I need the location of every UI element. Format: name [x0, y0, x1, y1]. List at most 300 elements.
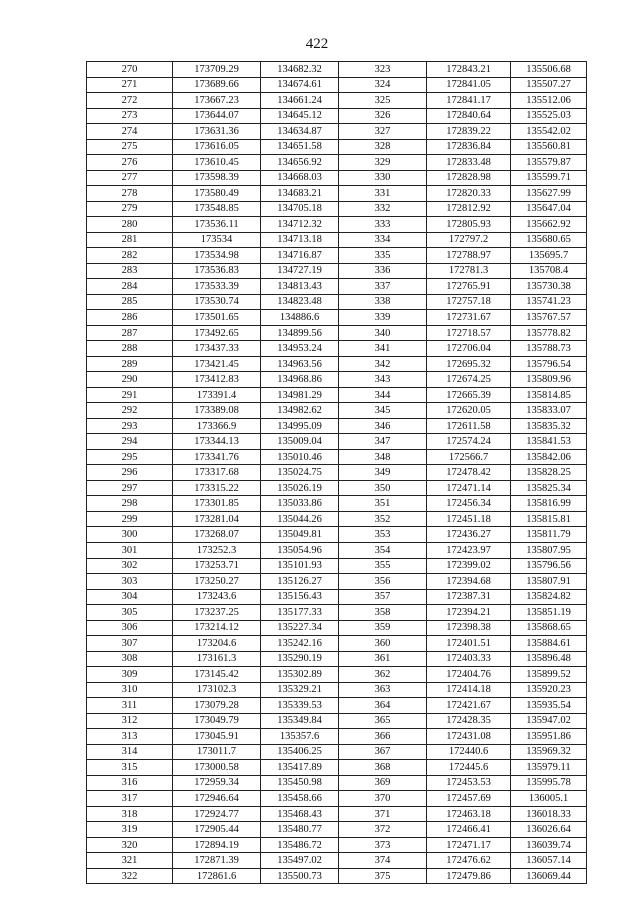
y-coordinate-cell: 134712.32 — [261, 217, 339, 233]
table-row — [87, 822, 587, 838]
y-coordinate-cell: 135811.79 — [511, 527, 587, 543]
point-number-cell: 312 — [87, 713, 173, 729]
table-row — [87, 93, 587, 109]
y-coordinate-cell: 135049.81 — [261, 527, 339, 543]
y-coordinate-cell: 135809.96 — [511, 372, 587, 388]
y-coordinate-cell: 135450.98 — [261, 775, 339, 791]
x-coordinate-cell: 173301.85 — [173, 496, 261, 512]
x-coordinate-cell: 173011.7 — [173, 744, 261, 760]
y-coordinate-cell: 136026.64 — [511, 822, 587, 838]
y-coordinate-cell: 135708.4 — [511, 263, 587, 279]
point-number-cell: 279 — [87, 201, 173, 217]
x-coordinate-cell: 173344.13 — [173, 434, 261, 450]
y-coordinate-cell: 135290.19 — [261, 651, 339, 667]
x-coordinate-cell: 173237.25 — [173, 605, 261, 621]
point-number-cell: 275 — [87, 139, 173, 155]
x-coordinate-cell: 172665.39 — [427, 387, 511, 403]
x-coordinate-cell: 172387.31 — [427, 589, 511, 605]
x-coordinate-cell: 173667.23 — [173, 93, 261, 109]
point-number-cell: 333 — [339, 217, 427, 233]
point-number-cell: 336 — [339, 263, 427, 279]
point-number-cell: 345 — [339, 403, 427, 419]
point-number-cell: 363 — [339, 682, 427, 698]
x-coordinate-cell: 173281.04 — [173, 511, 261, 527]
point-number-cell: 349 — [339, 465, 427, 481]
x-coordinate-cell: 172695.32 — [427, 356, 511, 372]
y-coordinate-cell: 134705.18 — [261, 201, 339, 217]
x-coordinate-cell: 173250.27 — [173, 574, 261, 590]
x-coordinate-cell: 172894.19 — [173, 837, 261, 853]
table-row — [87, 403, 587, 419]
table-row — [87, 62, 587, 78]
y-coordinate-cell: 136069.44 — [511, 868, 587, 884]
point-number-cell: 326 — [339, 108, 427, 124]
coordinates-table — [86, 61, 587, 884]
x-coordinate-cell: 172566.7 — [427, 449, 511, 465]
y-coordinate-cell: 135458.66 — [261, 791, 339, 807]
y-coordinate-cell: 135995.78 — [511, 775, 587, 791]
x-coordinate-cell: 173709.29 — [173, 62, 261, 78]
x-coordinate-cell: 172414.18 — [427, 682, 511, 698]
table-row — [87, 744, 587, 760]
x-coordinate-cell: 173530.74 — [173, 294, 261, 310]
x-coordinate-cell: 173243.6 — [173, 589, 261, 605]
x-coordinate-cell: 172731.67 — [427, 310, 511, 326]
x-coordinate-cell: 173631.36 — [173, 124, 261, 140]
y-coordinate-cell: 135497.02 — [261, 853, 339, 869]
x-coordinate-cell: 173412.83 — [173, 372, 261, 388]
point-number-cell: 304 — [87, 589, 173, 605]
point-number-cell: 271 — [87, 77, 173, 93]
point-number-cell: 324 — [339, 77, 427, 93]
table-row — [87, 449, 587, 465]
x-coordinate-cell: 172466.41 — [427, 822, 511, 838]
y-coordinate-cell: 135026.19 — [261, 480, 339, 496]
x-coordinate-cell: 173536.11 — [173, 217, 261, 233]
point-number-cell: 317 — [87, 791, 173, 807]
x-coordinate-cell: 173616.05 — [173, 139, 261, 155]
x-coordinate-cell: 173317.68 — [173, 465, 261, 481]
y-coordinate-cell: 135833.07 — [511, 403, 587, 419]
y-coordinate-cell: 135044.26 — [261, 511, 339, 527]
point-number-cell: 311 — [87, 698, 173, 714]
point-number-cell: 308 — [87, 651, 173, 667]
x-coordinate-cell: 172905.44 — [173, 822, 261, 838]
table-row — [87, 139, 587, 155]
table-row — [87, 527, 587, 543]
x-coordinate-cell: 173045.91 — [173, 729, 261, 745]
y-coordinate-cell: 136018.33 — [511, 806, 587, 822]
y-coordinate-cell: 136039.74 — [511, 837, 587, 853]
y-coordinate-cell: 134995.09 — [261, 418, 339, 434]
y-coordinate-cell: 135542.02 — [511, 124, 587, 140]
table-row — [87, 775, 587, 791]
y-coordinate-cell: 135177.33 — [261, 605, 339, 621]
x-coordinate-cell: 173389.08 — [173, 403, 261, 419]
y-coordinate-cell: 135417.89 — [261, 760, 339, 776]
point-number-cell: 352 — [339, 511, 427, 527]
y-coordinate-cell: 135884.61 — [511, 636, 587, 652]
table-row — [87, 248, 587, 264]
point-number-cell: 328 — [339, 139, 427, 155]
x-coordinate-cell: 173204.6 — [173, 636, 261, 652]
y-coordinate-cell: 134656.92 — [261, 155, 339, 171]
x-coordinate-cell: 173268.07 — [173, 527, 261, 543]
x-coordinate-cell: 173341.76 — [173, 449, 261, 465]
point-number-cell: 297 — [87, 480, 173, 496]
y-coordinate-cell: 134981.29 — [261, 387, 339, 403]
x-coordinate-cell: 173049.79 — [173, 713, 261, 729]
y-coordinate-cell: 135730.38 — [511, 279, 587, 295]
point-number-cell: 318 — [87, 806, 173, 822]
y-coordinate-cell: 135816.99 — [511, 496, 587, 512]
table-row — [87, 698, 587, 714]
y-coordinate-cell: 134823.48 — [261, 294, 339, 310]
point-number-cell: 331 — [339, 186, 427, 202]
point-number-cell: 296 — [87, 465, 173, 481]
point-number-cell: 355 — [339, 558, 427, 574]
point-number-cell: 329 — [339, 155, 427, 171]
x-coordinate-cell: 172843.21 — [427, 62, 511, 78]
point-number-cell: 270 — [87, 62, 173, 78]
point-number-cell: 340 — [339, 325, 427, 341]
x-coordinate-cell: 172404.76 — [427, 667, 511, 683]
point-number-cell: 365 — [339, 713, 427, 729]
point-number-cell: 362 — [339, 667, 427, 683]
y-coordinate-cell: 135560.81 — [511, 139, 587, 155]
y-coordinate-cell: 135662.92 — [511, 217, 587, 233]
point-number-cell: 346 — [339, 418, 427, 434]
y-coordinate-cell: 135842.06 — [511, 449, 587, 465]
x-coordinate-cell: 173437.33 — [173, 341, 261, 357]
point-number-cell: 372 — [339, 822, 427, 838]
y-coordinate-cell: 135951.86 — [511, 729, 587, 745]
x-coordinate-cell: 173252.3 — [173, 542, 261, 558]
x-coordinate-cell: 172471.14 — [427, 480, 511, 496]
x-coordinate-cell: 172401.51 — [427, 636, 511, 652]
point-number-cell: 367 — [339, 744, 427, 760]
x-coordinate-cell: 172812.92 — [427, 201, 511, 217]
point-number-cell: 334 — [339, 232, 427, 248]
point-number-cell: 375 — [339, 868, 427, 884]
y-coordinate-cell: 135695.7 — [511, 248, 587, 264]
point-number-cell: 359 — [339, 620, 427, 636]
y-coordinate-cell: 135778.82 — [511, 325, 587, 341]
y-coordinate-cell: 135741.23 — [511, 294, 587, 310]
point-number-cell: 277 — [87, 170, 173, 186]
x-coordinate-cell: 173145.42 — [173, 667, 261, 683]
x-coordinate-cell: 173000.58 — [173, 760, 261, 776]
x-coordinate-cell: 172399.02 — [427, 558, 511, 574]
x-coordinate-cell: 172805.93 — [427, 217, 511, 233]
x-coordinate-cell: 173548.85 — [173, 201, 261, 217]
x-coordinate-cell: 173492.65 — [173, 325, 261, 341]
point-number-cell: 303 — [87, 574, 173, 590]
point-number-cell: 351 — [339, 496, 427, 512]
point-number-cell: 323 — [339, 62, 427, 78]
x-coordinate-cell: 172788.97 — [427, 248, 511, 264]
y-coordinate-cell: 134683.21 — [261, 186, 339, 202]
x-coordinate-cell: 172436.27 — [427, 527, 511, 543]
point-number-cell: 330 — [339, 170, 427, 186]
point-number-cell: 342 — [339, 356, 427, 372]
y-coordinate-cell: 135406.25 — [261, 744, 339, 760]
x-coordinate-cell: 172840.64 — [427, 108, 511, 124]
table-row — [87, 263, 587, 279]
table-row — [87, 294, 587, 310]
x-coordinate-cell: 173501.65 — [173, 310, 261, 326]
x-coordinate-cell: 172718.57 — [427, 325, 511, 341]
x-coordinate-cell: 172403.33 — [427, 651, 511, 667]
x-coordinate-cell: 172394.68 — [427, 574, 511, 590]
point-number-cell: 285 — [87, 294, 173, 310]
y-coordinate-cell: 135227.34 — [261, 620, 339, 636]
x-coordinate-cell: 172836.84 — [427, 139, 511, 155]
table-row — [87, 620, 587, 636]
y-coordinate-cell: 135054.96 — [261, 542, 339, 558]
y-coordinate-cell: 135767.57 — [511, 310, 587, 326]
y-coordinate-cell: 134651.58 — [261, 139, 339, 155]
x-coordinate-cell: 173536.83 — [173, 263, 261, 279]
table-row — [87, 465, 587, 481]
x-coordinate-cell: 173533.39 — [173, 279, 261, 295]
x-coordinate-cell: 172428.35 — [427, 713, 511, 729]
y-coordinate-cell: 134716.87 — [261, 248, 339, 264]
x-coordinate-cell: 172478.42 — [427, 465, 511, 481]
x-coordinate-cell: 172463.18 — [427, 806, 511, 822]
point-number-cell: 305 — [87, 605, 173, 621]
point-number-cell: 281 — [87, 232, 173, 248]
x-coordinate-cell: 172924.77 — [173, 806, 261, 822]
point-number-cell: 276 — [87, 155, 173, 171]
y-coordinate-cell: 134968.86 — [261, 372, 339, 388]
y-coordinate-cell: 135468.43 — [261, 806, 339, 822]
y-coordinate-cell: 134668.03 — [261, 170, 339, 186]
y-coordinate-cell: 136005.1 — [511, 791, 587, 807]
page-number: 422 — [305, 36, 329, 52]
x-coordinate-cell: 172959.34 — [173, 775, 261, 791]
table-row — [87, 356, 587, 372]
x-coordinate-cell: 172765.91 — [427, 279, 511, 295]
x-coordinate-cell: 172861.6 — [173, 868, 261, 884]
y-coordinate-cell: 135796.54 — [511, 356, 587, 372]
x-coordinate-cell: 172476.62 — [427, 853, 511, 869]
table-row — [87, 77, 587, 93]
point-number-cell: 350 — [339, 480, 427, 496]
table-row — [87, 667, 587, 683]
point-number-cell: 353 — [339, 527, 427, 543]
y-coordinate-cell: 135480.77 — [261, 822, 339, 838]
table-row — [87, 496, 587, 512]
point-number-cell: 360 — [339, 636, 427, 652]
y-coordinate-cell: 135242.16 — [261, 636, 339, 652]
y-coordinate-cell: 135339.53 — [261, 698, 339, 714]
table-row — [87, 341, 587, 357]
y-coordinate-cell: 135302.89 — [261, 667, 339, 683]
y-coordinate-cell: 135947.02 — [511, 713, 587, 729]
table-row — [87, 418, 587, 434]
y-coordinate-cell: 135156.43 — [261, 589, 339, 605]
y-coordinate-cell: 135024.75 — [261, 465, 339, 481]
table-row — [87, 574, 587, 590]
point-number-cell: 290 — [87, 372, 173, 388]
y-coordinate-cell: 135835.32 — [511, 418, 587, 434]
point-number-cell: 307 — [87, 636, 173, 652]
point-number-cell: 288 — [87, 341, 173, 357]
point-number-cell: 315 — [87, 760, 173, 776]
point-number-cell: 339 — [339, 310, 427, 326]
y-coordinate-cell: 134963.56 — [261, 356, 339, 372]
table-row — [87, 636, 587, 652]
table-row — [87, 232, 587, 248]
x-coordinate-cell: 173079.28 — [173, 698, 261, 714]
y-coordinate-cell: 135627.99 — [511, 186, 587, 202]
point-number-cell: 364 — [339, 698, 427, 714]
point-number-cell: 348 — [339, 449, 427, 465]
table-row — [87, 589, 587, 605]
y-coordinate-cell: 134982.62 — [261, 403, 339, 419]
table-row — [87, 108, 587, 124]
y-coordinate-cell: 135680.65 — [511, 232, 587, 248]
y-coordinate-cell: 134727.19 — [261, 263, 339, 279]
x-coordinate-cell: 173253.71 — [173, 558, 261, 574]
table-row — [87, 853, 587, 869]
y-coordinate-cell: 135579.87 — [511, 155, 587, 171]
x-coordinate-cell: 172456.34 — [427, 496, 511, 512]
point-number-cell: 284 — [87, 279, 173, 295]
point-number-cell: 310 — [87, 682, 173, 698]
x-coordinate-cell: 172423.97 — [427, 542, 511, 558]
y-coordinate-cell: 134674.61 — [261, 77, 339, 93]
point-number-cell: 321 — [87, 853, 173, 869]
table-row — [87, 217, 587, 233]
x-coordinate-cell: 172431.08 — [427, 729, 511, 745]
table-row — [87, 480, 587, 496]
y-coordinate-cell: 134645.12 — [261, 108, 339, 124]
x-coordinate-cell: 172839.22 — [427, 124, 511, 140]
point-number-cell: 278 — [87, 186, 173, 202]
table-row — [87, 868, 587, 884]
point-number-cell: 273 — [87, 108, 173, 124]
y-coordinate-cell: 135841.53 — [511, 434, 587, 450]
table-row — [87, 155, 587, 171]
point-number-cell: 368 — [339, 760, 427, 776]
y-coordinate-cell: 135815.81 — [511, 511, 587, 527]
y-coordinate-cell: 135009.04 — [261, 434, 339, 450]
y-coordinate-cell: 135825.34 — [511, 480, 587, 496]
x-coordinate-cell: 172421.67 — [427, 698, 511, 714]
table-row — [87, 325, 587, 341]
x-coordinate-cell: 172797.2 — [427, 232, 511, 248]
table-row — [87, 387, 587, 403]
table-row — [87, 201, 587, 217]
y-coordinate-cell: 135486.72 — [261, 837, 339, 853]
table-row — [87, 605, 587, 621]
x-coordinate-cell: 173580.49 — [173, 186, 261, 202]
y-coordinate-cell: 135506.68 — [511, 62, 587, 78]
point-number-cell: 302 — [87, 558, 173, 574]
x-coordinate-cell: 172611.58 — [427, 418, 511, 434]
y-coordinate-cell: 135033.86 — [261, 496, 339, 512]
y-coordinate-cell: 136057.14 — [511, 853, 587, 869]
point-number-cell: 316 — [87, 775, 173, 791]
y-coordinate-cell: 134713.18 — [261, 232, 339, 248]
table-row — [87, 713, 587, 729]
point-number-cell: 299 — [87, 511, 173, 527]
point-number-cell: 274 — [87, 124, 173, 140]
y-coordinate-cell: 135500.73 — [261, 868, 339, 884]
y-coordinate-cell: 135899.52 — [511, 667, 587, 683]
point-number-cell: 343 — [339, 372, 427, 388]
x-coordinate-cell: 173598.39 — [173, 170, 261, 186]
point-number-cell: 292 — [87, 403, 173, 419]
table-row — [87, 558, 587, 574]
point-number-cell: 293 — [87, 418, 173, 434]
point-number-cell: 309 — [87, 667, 173, 683]
x-coordinate-cell: 173689.66 — [173, 77, 261, 93]
y-coordinate-cell: 135126.27 — [261, 574, 339, 590]
y-coordinate-cell: 134661.24 — [261, 93, 339, 109]
x-coordinate-cell: 172440.6 — [427, 744, 511, 760]
point-number-cell: 322 — [87, 868, 173, 884]
x-coordinate-cell: 173610.45 — [173, 155, 261, 171]
point-number-cell: 373 — [339, 837, 427, 853]
point-number-cell: 332 — [339, 201, 427, 217]
y-coordinate-cell: 135828.25 — [511, 465, 587, 481]
y-coordinate-cell: 135101.93 — [261, 558, 339, 574]
point-number-cell: 338 — [339, 294, 427, 310]
point-number-cell: 313 — [87, 729, 173, 745]
x-coordinate-cell: 172479.86 — [427, 868, 511, 884]
y-coordinate-cell: 135814.85 — [511, 387, 587, 403]
x-coordinate-cell: 173421.45 — [173, 356, 261, 372]
point-number-cell: 354 — [339, 542, 427, 558]
x-coordinate-cell: 173534.98 — [173, 248, 261, 264]
y-coordinate-cell: 135851.19 — [511, 605, 587, 621]
point-number-cell: 347 — [339, 434, 427, 450]
x-coordinate-cell: 172453.53 — [427, 775, 511, 791]
coordinates-table-body — [87, 62, 587, 884]
x-coordinate-cell: 172471.17 — [427, 837, 511, 853]
x-coordinate-cell: 172833.48 — [427, 155, 511, 171]
table-row — [87, 434, 587, 450]
point-number-cell: 294 — [87, 434, 173, 450]
table-row — [87, 791, 587, 807]
x-coordinate-cell: 172828.98 — [427, 170, 511, 186]
y-coordinate-cell: 135329.21 — [261, 682, 339, 698]
point-number-cell: 366 — [339, 729, 427, 745]
point-number-cell: 320 — [87, 837, 173, 853]
point-number-cell: 357 — [339, 589, 427, 605]
point-number-cell: 361 — [339, 651, 427, 667]
y-coordinate-cell: 134953.24 — [261, 341, 339, 357]
point-number-cell: 374 — [339, 853, 427, 869]
point-number-cell: 291 — [87, 387, 173, 403]
x-coordinate-cell: 172820.33 — [427, 186, 511, 202]
y-coordinate-cell: 135979.11 — [511, 760, 587, 776]
y-coordinate-cell: 134886.6 — [261, 310, 339, 326]
x-coordinate-cell: 173534 — [173, 232, 261, 248]
y-coordinate-cell: 135647.04 — [511, 201, 587, 217]
y-coordinate-cell: 135796.56 — [511, 558, 587, 574]
x-coordinate-cell: 173391.4 — [173, 387, 261, 403]
point-number-cell: 344 — [339, 387, 427, 403]
x-coordinate-cell: 172445.6 — [427, 760, 511, 776]
y-coordinate-cell: 135512.06 — [511, 93, 587, 109]
point-number-cell: 337 — [339, 279, 427, 295]
point-number-cell: 283 — [87, 263, 173, 279]
x-coordinate-cell: 172871.39 — [173, 853, 261, 869]
